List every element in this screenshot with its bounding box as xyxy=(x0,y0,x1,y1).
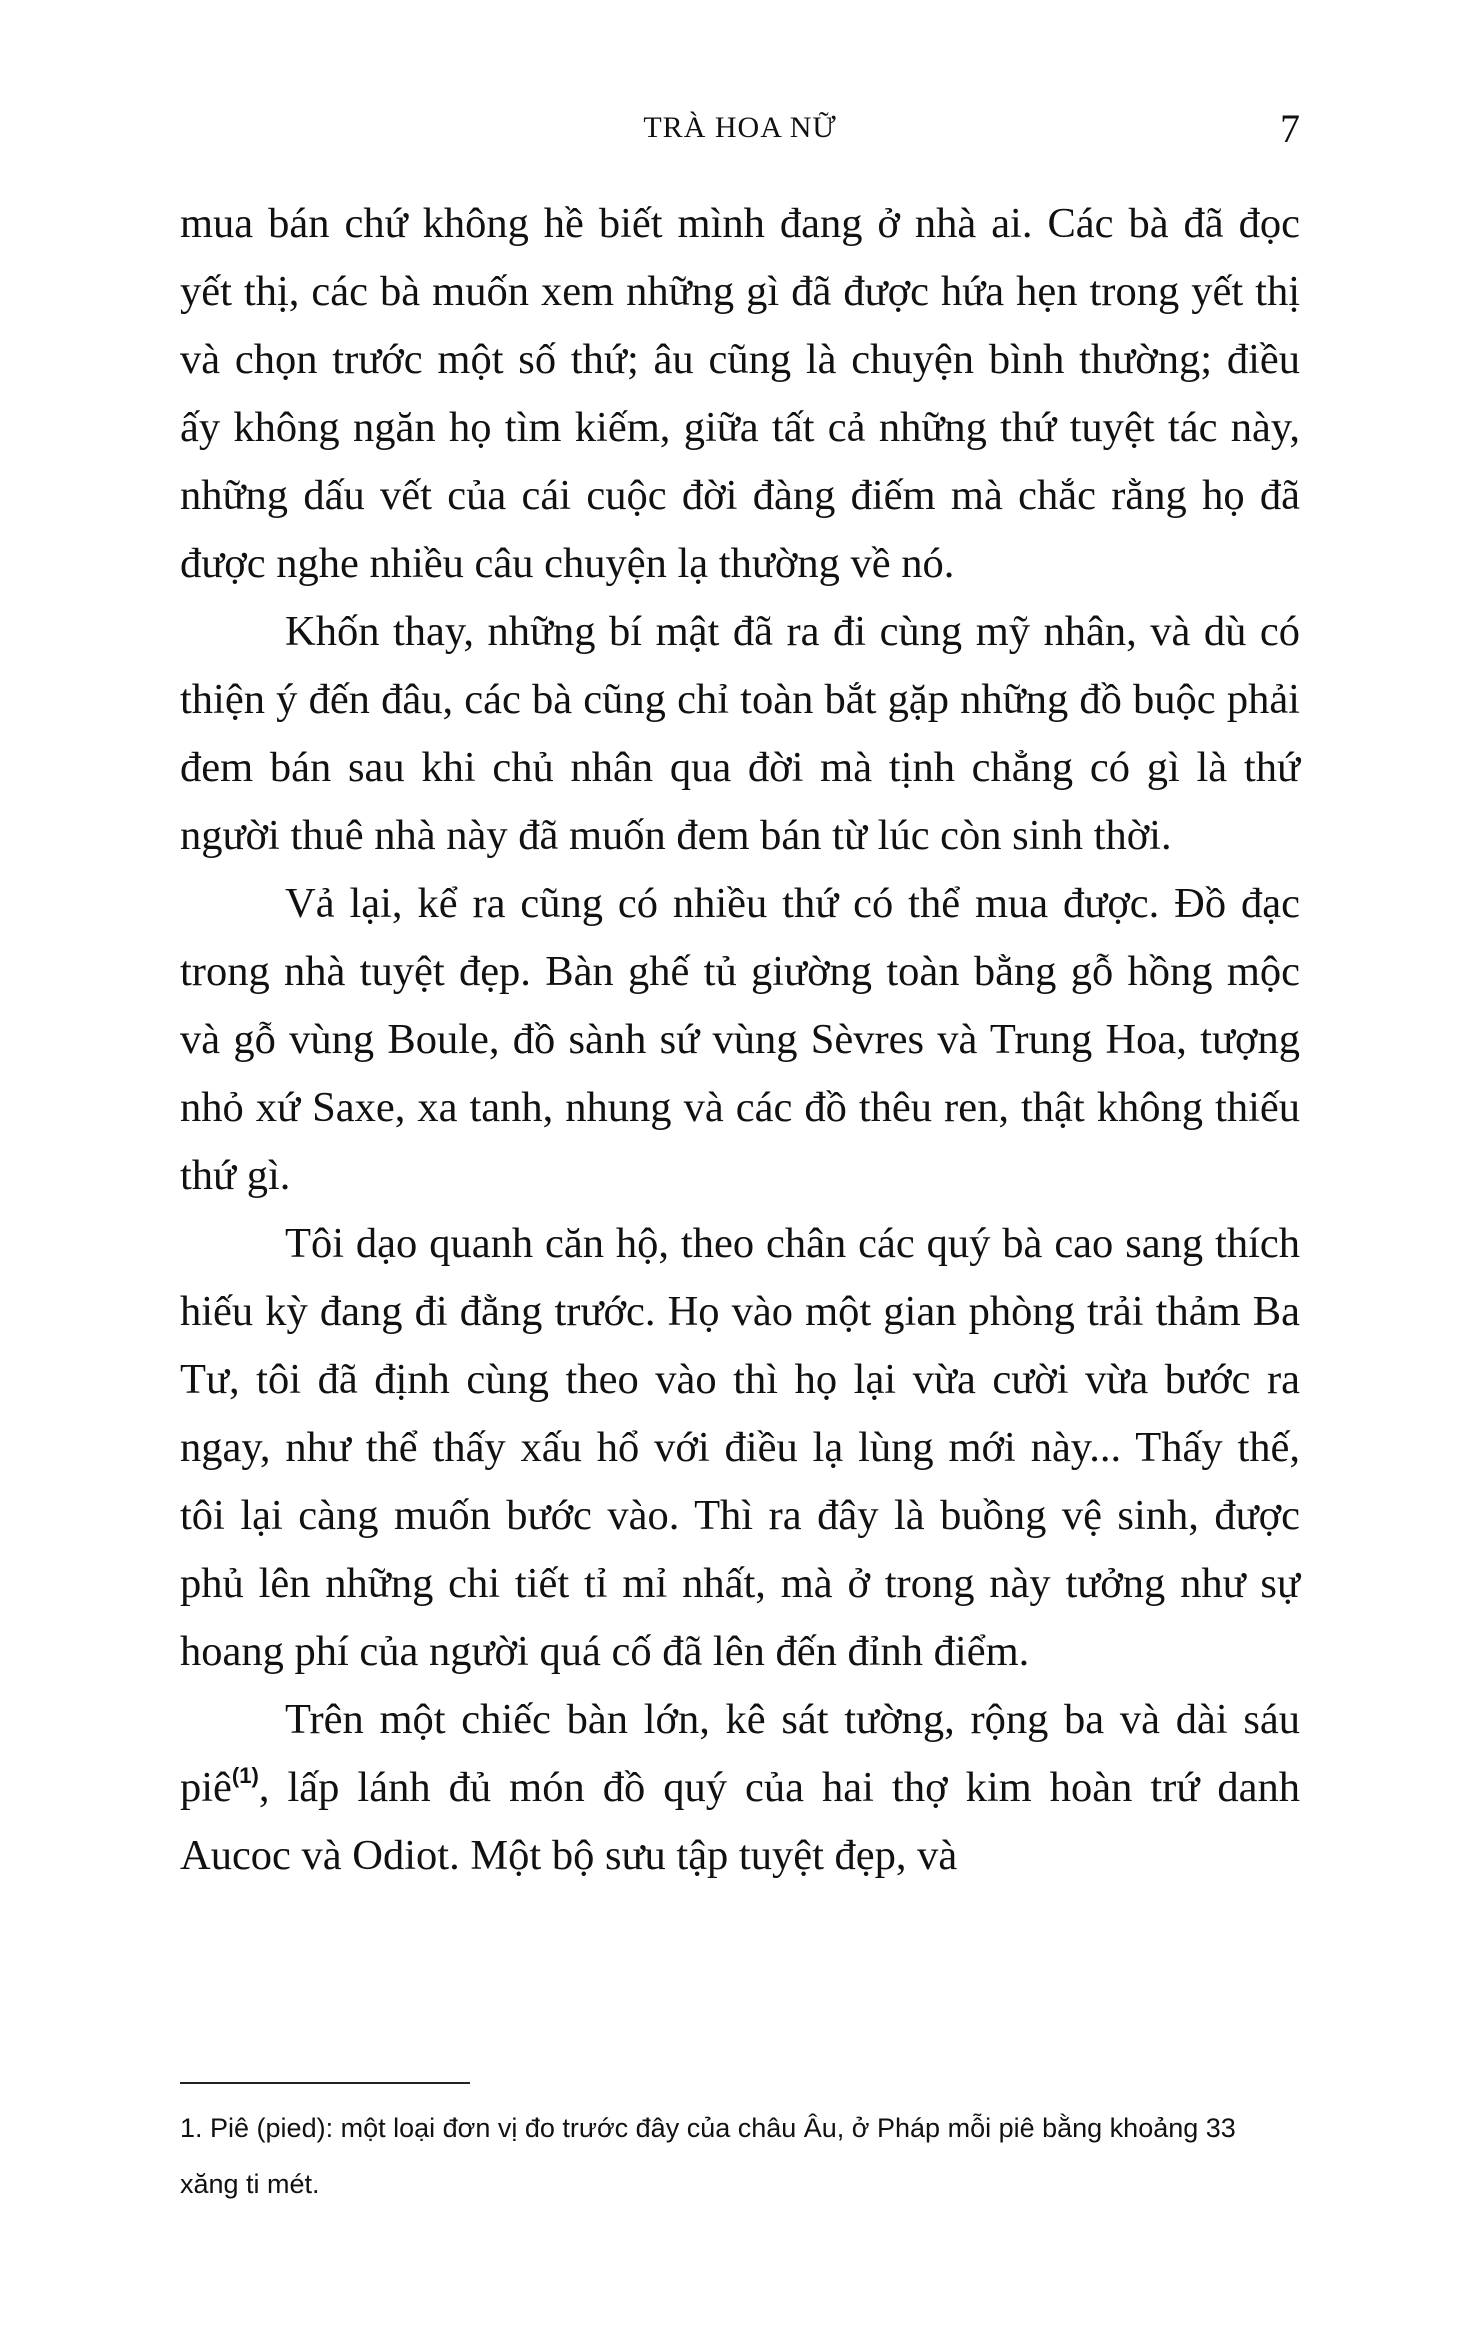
paragraph-with-footnote-ref xyxy=(180,1686,1300,1890)
paragraph: Vả lại, kể ra cũng có nhiều thứ có thể mua được. Đồ đạc trong nhà tuyệt đẹp. Bàn ghế tủ giường toàn bằng gỗ hồng mộc và gỗ vùng Boule, đồ sành sứ vùng Sèvres và Trung Hoa, tượng nhỏ xứ Saxe, xa tanh, nhung và các đồ thêu ren, thật không thiếu thứ gì. xyxy=(180,880,1300,1199)
footnote-divider xyxy=(180,2082,470,2084)
paragraph-continued: mua bán chứ không hề biết mình đang ở nhà ai. Các bà đã đọc yết thị, các bà muốn xem những gì đã được hứa hẹn trong yết thị và chọn trước một số thứ; âu cũng là chuyện bình thường; điều ấy không ngăn họ tìm kiếm, giữa tất cả những thứ tuyệt tác này, những dấu vết của cái cuộc đời đàng điếm mà chắc rằng họ đã được nghe nhiều câu chuyện lạ thường về nó. xyxy=(180,200,1300,587)
page-header xyxy=(180,105,1300,165)
paragraph: Khốn thay, những bí mật đã ra đi cùng mỹ nhân, và dù có thiện ý đến đâu, các bà cũng chỉ toàn bắt gặp những đồ buộc phải đem bán sau khi chủ nhân qua đời mà tịnh chẳng có gì là thứ người thuê nhà này đã muốn đem bán từ lúc còn sinh thời. xyxy=(180,608,1300,859)
body-text xyxy=(180,190,1300,1890)
paragraph-text-after-ref: , lấp lánh đủ món đồ quý của hai thợ kim hoàn trứ danh Aucoc và Odiot. Một bộ sưu tập tuyệt đẹp, và xyxy=(180,1764,1300,1879)
footnote: 1. Piê (pied): một loại đơn vị đo trước đây của châu Âu, ở Pháp mỗi piê bằng khoảng 33 xăng ti mét. xyxy=(180,2113,1236,2199)
page-number: 7 xyxy=(1280,106,1300,151)
paragraph: Tôi dạo quanh căn hộ, theo chân các quý bà cao sang thích hiếu kỳ đang đi đằng trước. Họ vào một gian phòng trải thảm Ba Tư, tôi đã định cùng theo vào thì họ lại vừa cười vừa bước ra ngay, như thể thấy xấu hổ với điều lạ lùng mới này... Thấy thế, tôi lại càng muốn bước vào. Thì ra đây là buồng vệ sinh, được phủ lên những chi tiết tỉ mỉ nhất, mà ở trong này tưởng như sự hoang phí của người quá cố đã lên đến đỉnh điểm. xyxy=(180,1220,1300,1675)
paragraph-text-before-ref: Trên một chiếc bàn lớn, kê sát tường, rộng ba và dài sáu piê xyxy=(180,1696,1300,1811)
footnote-reference: (1) xyxy=(231,1763,259,1788)
running-title: TRÀ HOA NỮ xyxy=(643,111,837,144)
